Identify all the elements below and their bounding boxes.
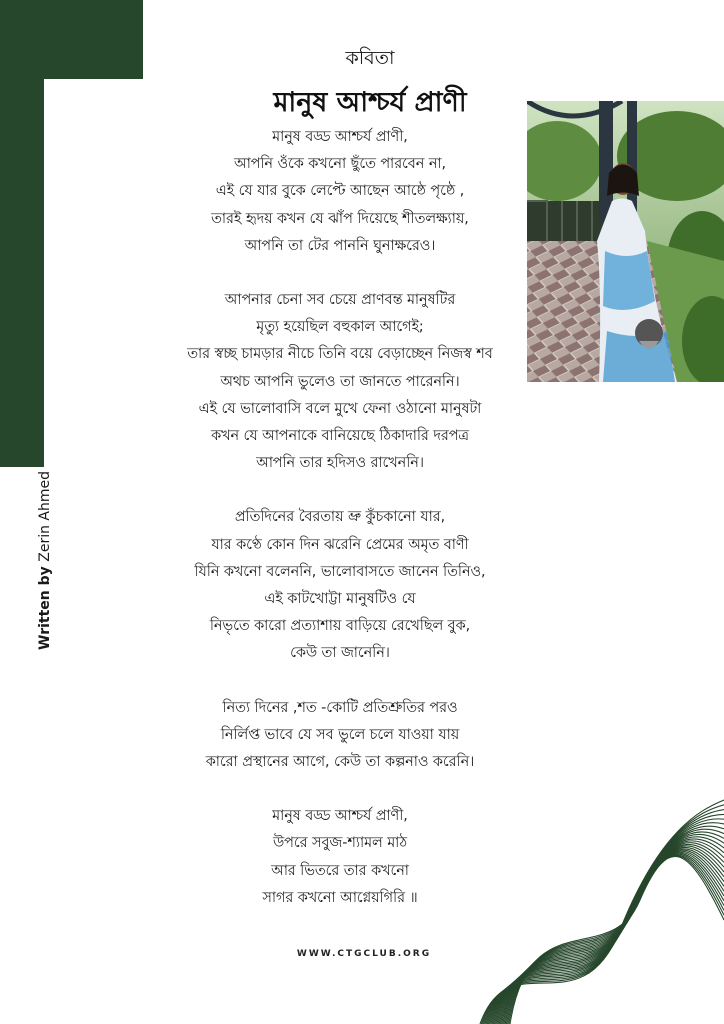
byline [37, 471, 53, 650]
poem-line: আপনি তার হদিসও রাখেননি। [256, 455, 424, 472]
byline-prefix: Written by [37, 566, 53, 650]
poem-line: কখন যে আপনাকে বানিয়েছে ঠিকাদারি দরপত্র [211, 428, 469, 445]
poem-line: কারো প্রস্থানের আগে, কেউ তা কল্পনাও করেনি। [205, 754, 475, 771]
poem-line: প্রতিদিনের বৈরতায় ভ্রু কুঁচকানো যার, [234, 509, 446, 526]
stanza-2 [140, 287, 540, 477]
poem-line: এই যে যার বুকে লেপ্টে আছেন আষ্ঠে পৃষ্ঠে , [215, 183, 465, 200]
poem-line: আপনি তা টের পাননি ঘুনাক্ষরেও। [244, 237, 436, 254]
green-side-bar [0, 79, 44, 467]
website-footer: WWW.CTGCLUB.ORG [296, 949, 432, 959]
poem-line: মানুষ বড্ড আশ্চর্য প্রাণী, [272, 129, 408, 145]
wave-line-decoration [470, 790, 724, 1024]
poem-line: কেউ তা জানেনি। [290, 645, 390, 662]
stanza-4 [140, 695, 540, 777]
poem-line: তারই হৃদয় কখন যে ঝাঁপ দিয়েছে শীতলক্ষ্যায়, [211, 210, 469, 227]
poem-line: এই কাটখোট্টা মানুষটিও যে [264, 591, 416, 608]
category-label: কবিতা [345, 47, 395, 69]
byline-author: Zerin Ahmed [37, 471, 53, 562]
poem-line: মৃত্যু হয়েছিল বহুকাল আগেই; [256, 319, 424, 336]
wave-line [510, 856, 724, 1024]
wave-line [496, 843, 724, 1024]
wave-line [492, 837, 724, 1024]
portrait-illustration [527, 101, 724, 382]
poem-line: নির্লিপ্ত ভাবে যে সব ভুলে চলে যাওয়া যায় [220, 726, 460, 743]
poem-line: আর ভিতরে তার কখনো [271, 862, 409, 879]
poem-line: যার কণ্ঠে কোন দিন ঝরেনি প্রেমের অমৃত বাণী [211, 536, 469, 553]
poem-line: তার স্বচ্ছ চামড়ার নীচে তিনি বয়ে বেড়াচ্ছেন নিজস্ব শব [187, 346, 493, 363]
poem-line: সাগর কখনো আগ্নেয়গিরি ॥ [262, 889, 418, 906]
poem-line: অথচ আপনি ভুলেও তা জানতে পারেননি। [220, 373, 460, 390]
stanza-3 [140, 504, 540, 667]
poem-line: যিনি কখনো বলেননি, ভালোবাসতে জানেন তিনিও, [194, 563, 486, 580]
poem-line: আপনি ওঁকে কখনো ছুঁতে পারবেন না, [233, 156, 447, 173]
poem-line: আপনার চেনা সব চেয়ে প্রাণবন্ত মানুষটির [224, 292, 456, 309]
stanza-1 [140, 124, 540, 260]
poem-line: মানুষ বড্ড আশ্চর্য প্রাণী, [272, 808, 408, 825]
poem-line: নিত্য দিনের ,শত -কোটি প্রতিশ্রুতির পরও [222, 699, 458, 716]
green-corner-block [0, 0, 143, 79]
poem-line: এই যে ভালোবাসি বলে মুখে ফেনা ওঠানো মানুষটা [198, 400, 482, 417]
author-portrait-photo [527, 101, 724, 382]
poem-title: মানুষ আশ্চর্য প্রাণী [273, 87, 467, 118]
poem-line: উপরে সবুজ-শ্যামল মাঠ [273, 835, 407, 852]
poem-line: নিভৃতে কারো প্রত্যাশায় বাড়িয়ে রেখেছিল বুক, [209, 618, 471, 635]
